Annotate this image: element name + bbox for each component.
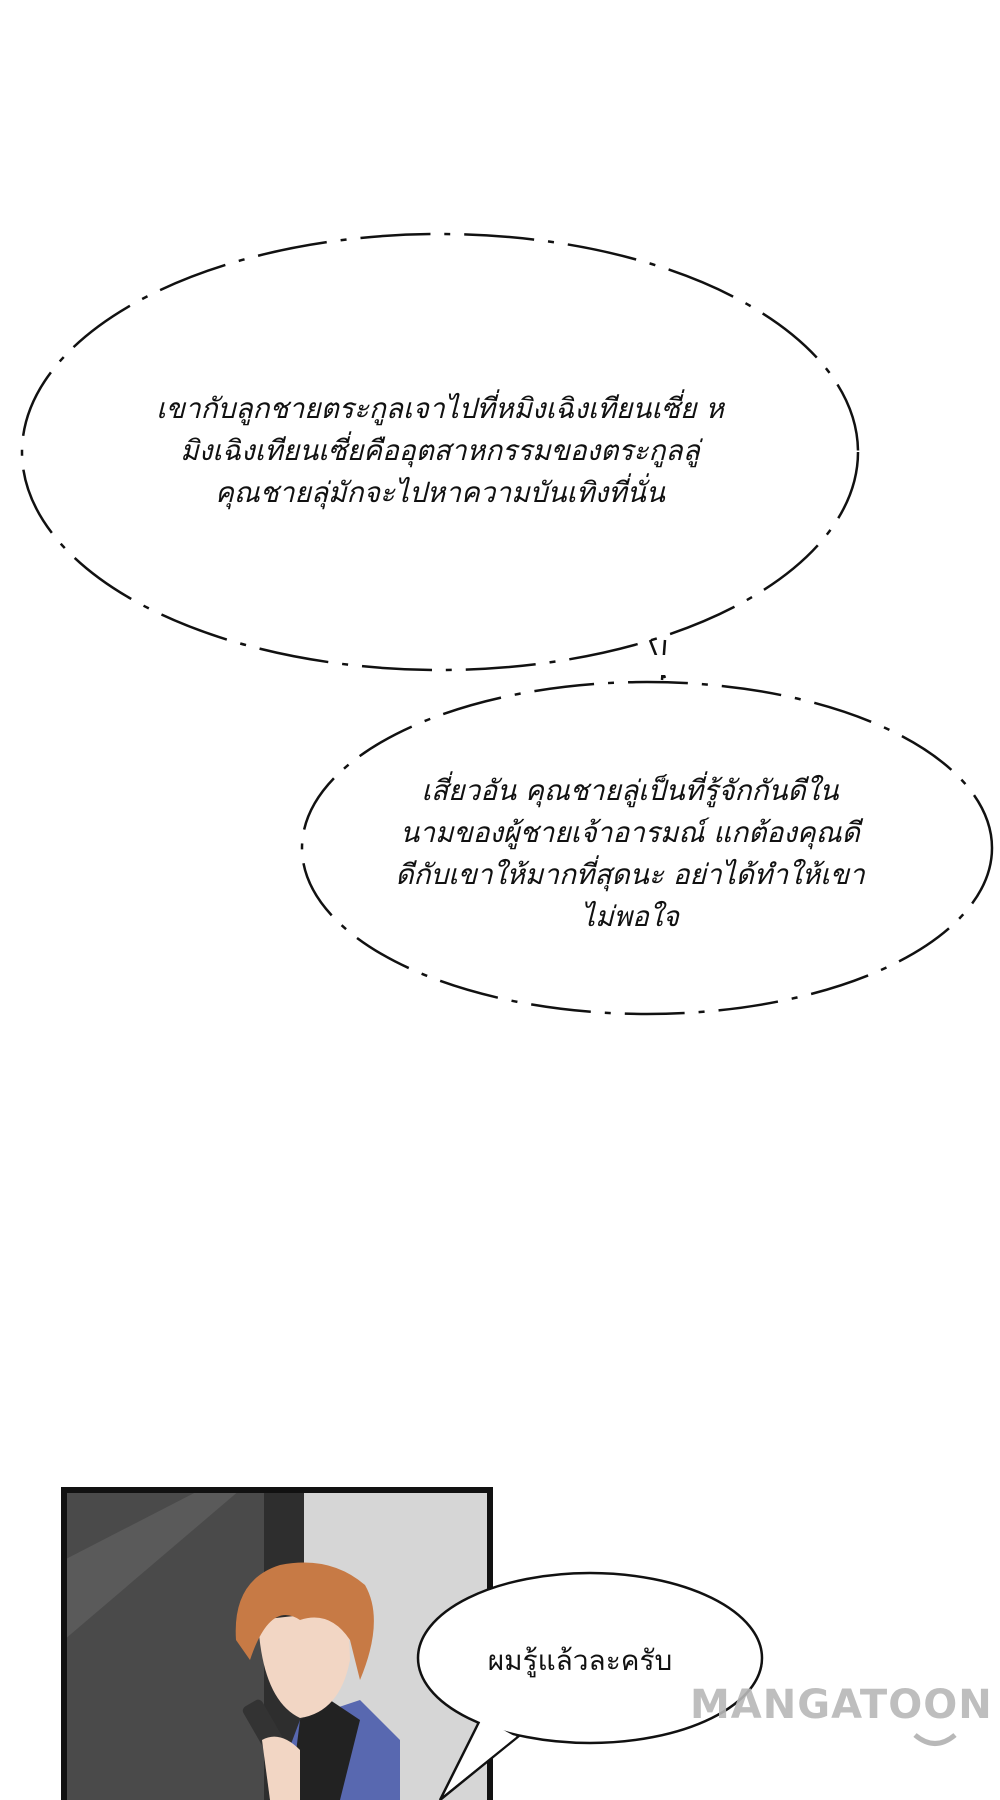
- narration-middle-line-4: ไม่พอใจ: [581, 900, 679, 933]
- narration-middle-line-1: เสี่ยวอัน คุณชายลู่เป็นที่รู้จักกันดีใน: [421, 774, 839, 807]
- narration-top-line-1: เขากับลูกชายตระกูลเจาไปที่หมิงเฉิงเทียนเซี่ย ห: [156, 392, 724, 425]
- mangatoon-watermark: MANGATOON: [690, 1682, 993, 1728]
- narration-top-line-2: มิงเฉิงเทียนเซี่ยคืออุตสาหกรรมของตระกูลลู่: [180, 434, 700, 467]
- speech-bottom-line-1: ผมรู้แล้วละครับ: [487, 1644, 673, 1677]
- narration-top-line-3: คุณชายลุ่มักจะไปหาความบันเทิงที่นั่น: [215, 476, 665, 509]
- narration-top-text: [60, 388, 820, 514]
- narration-middle-line-2: นามของผู้ชายเจ้าอารมณ์ แกต้องคุณดี: [400, 816, 860, 849]
- narration-middle-text: [330, 770, 930, 938]
- watermark-smile-icon: [915, 1735, 955, 1744]
- speech-bottom-text: [420, 1640, 740, 1682]
- narration-middle-line-3: ดีกับเขาให้มากที่สุดนะ อย่าได้ทำให้เขา: [395, 858, 865, 891]
- connector-gap: [648, 655, 668, 675]
